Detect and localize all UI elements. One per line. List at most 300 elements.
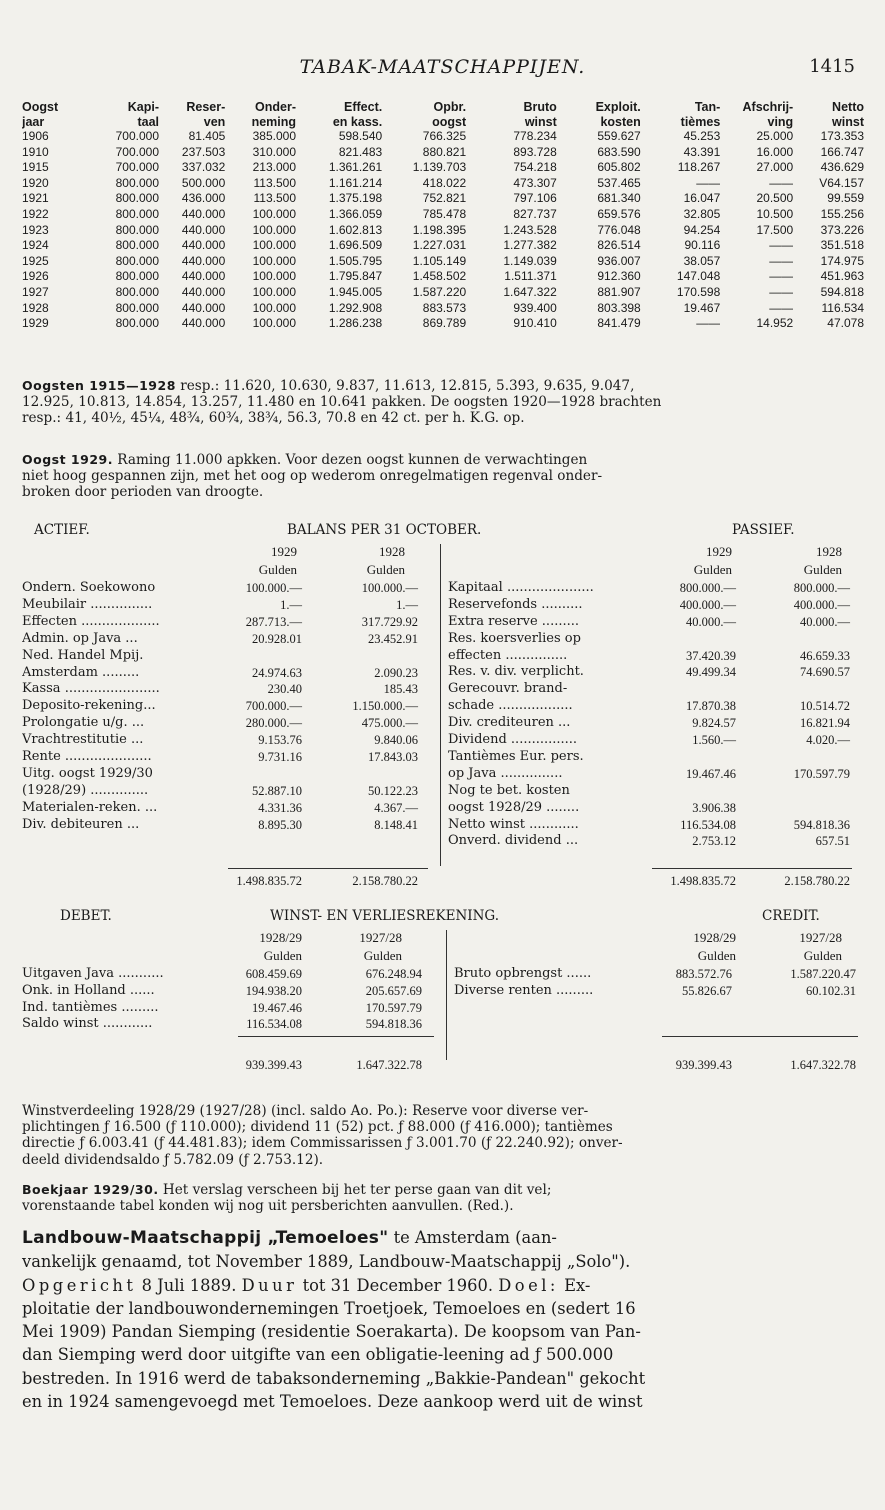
balance-passief-label: Nog te bet. kosten — [448, 782, 570, 798]
pl-credit-label: Diverse renten ......... — [454, 982, 594, 998]
balance-actief-value-previous: 17.843.03 — [368, 750, 418, 764]
balance-passief-row — [22, 800, 864, 816]
balance-actief-value-previous: 1.150.000.— — [352, 699, 418, 714]
opgericht-label: Opgericht — [22, 1275, 137, 1295]
col-header: Onder- — [255, 100, 297, 114]
temoeloes-text: vankelijk genaamd, tot November 1889, Landbouw-Maatschappij „Solo"). — [22, 1252, 631, 1272]
table-cell: 1.277.382 — [503, 238, 557, 253]
table-cell: 1.587.220 — [412, 284, 467, 299]
table-cell: 841.479 — [597, 316, 641, 331]
table-cell: 237.503 — [181, 144, 226, 159]
balance-passief-row — [22, 833, 864, 849]
table-row — [22, 160, 864, 176]
pl-debet-row — [22, 1016, 864, 1032]
table-cell: 537.465 — [597, 175, 641, 190]
table-cell: 1.945.005 — [328, 284, 383, 299]
balance-actief-value-current: 20.928.01 — [252, 631, 302, 646]
col-header: oogst — [432, 114, 467, 129]
table-cell: 100.000 — [252, 253, 297, 268]
table-cell: 440.000 — [181, 206, 226, 221]
pl-credit-row — [22, 983, 864, 999]
table-cell: 1.161.214 — [328, 175, 383, 190]
table-cell: 473.307 — [513, 175, 557, 190]
table-cell: 440.000 — [181, 269, 226, 284]
pl-credit-value-current: 883.572.76 — [675, 967, 732, 981]
balance-passief-label: Netto winst ............ — [448, 816, 579, 832]
col-header: Bruto — [523, 100, 557, 114]
table-row — [22, 301, 864, 317]
boekjaar-text: vorenstaande tabel konden wij nog uit persberichten aanvullen. (Red.). — [22, 1198, 514, 1215]
table-cell: 1925 — [22, 253, 49, 268]
balance-actief-value-previous: 8.148.41 — [374, 817, 418, 832]
table-cell: 99.559 — [827, 191, 864, 206]
page-number: 1415 — [809, 56, 855, 77]
table-cell: 605.802 — [597, 160, 641, 175]
balance-passief-row — [22, 698, 864, 714]
table-cell: —— — [769, 253, 794, 268]
balance-passief-row — [22, 681, 864, 697]
balance-actief-value-previous: 1.— — [396, 597, 418, 612]
balance-actief-value-previous: 185.43 — [383, 682, 418, 697]
balance-passief-value-previous: 170.597.79 — [793, 766, 850, 781]
table-cell: 893.728 — [513, 144, 557, 159]
pl-total-left-a: 939.399.43 — [245, 1058, 302, 1072]
pl-debet-value-previous: 170.597.79 — [365, 1000, 422, 1015]
table-cell: 436.000 — [181, 191, 226, 206]
table-cell: 880.821 — [422, 144, 467, 159]
balance-actief-label: Deposito-rekening... — [22, 698, 156, 714]
balance-currency-right: Gulden — [693, 562, 732, 577]
table-cell: 45.253 — [683, 129, 721, 143]
table-cell: 803.398 — [597, 300, 641, 315]
pl-debet-value-current: 608.459.69 — [245, 967, 302, 981]
balance-actief-label: Rente ..................... — [22, 749, 152, 764]
pl-credit-row — [22, 966, 864, 982]
pl-year-left: 1927/28 — [359, 930, 402, 945]
table-cell: 1.286.238 — [328, 316, 383, 331]
balance-actief-value-current: 9.153.76 — [258, 733, 302, 748]
col-header: Kapi- — [127, 100, 159, 114]
balance-passief-value-previous: 4.020.— — [806, 733, 850, 747]
table-cell: 754.218 — [513, 160, 557, 175]
balance-passief-label: schade .................. — [448, 698, 573, 714]
table-cell: —— — [696, 175, 721, 190]
table-cell: 19.467 — [683, 300, 721, 315]
oogsten-text: 12.925, 10.813, 14.854, 13.257, 11.480 en 10.641 pakken. De oogsten 1920—1928 brachten — [22, 394, 662, 411]
pl-credit-value-previous: 1.587.220.47 — [790, 967, 856, 981]
balance-actief-value-current: 9.731.16 — [258, 750, 302, 764]
table-row — [22, 238, 864, 254]
table-cell: 700.000 — [115, 144, 159, 159]
table-cell: 100.000 — [252, 206, 297, 221]
temoeloes-text: te Amsterdam (aan- — [388, 1228, 557, 1247]
pl-currency-right: Gulden — [697, 948, 736, 963]
balance-actief-label: Meubilair ............... — [22, 596, 153, 612]
table-cell: 94.254 — [683, 222, 721, 237]
table-cell: 594.818 — [820, 284, 864, 299]
table-cell: 821.483 — [338, 144, 383, 159]
winstverdeeling-paragraph — [22, 1103, 864, 1168]
temoeloes-text: 8 Juli 1889. — [136, 1275, 242, 1295]
table-cell: 883.573 — [422, 300, 467, 315]
table-cell: 1.292.908 — [328, 300, 383, 315]
balance-actief-label: Div. debiteuren ... — [22, 816, 140, 832]
balance-passief-row — [22, 648, 864, 664]
winstverdeeling-line: deeld dividendsaldo ƒ 5.782.09 (ƒ 2.753.12). — [22, 1151, 324, 1168]
pl-debet-value-current: 19.467.46 — [252, 1000, 302, 1015]
table-cell: 681.340 — [597, 191, 641, 206]
table-cell: 440.000 — [181, 284, 226, 299]
table-cell: 90.116 — [684, 238, 721, 253]
table-cell: 1920 — [22, 175, 49, 190]
col-header: Oogst — [22, 100, 59, 114]
balance-passief-value-current: 116.534.08 — [680, 817, 736, 832]
balance-actief-label: Uitg. oogst 1929/30 — [22, 765, 153, 781]
balance-actief-value-previous: 50.122.23 — [368, 783, 418, 798]
table-cell: 800.000 — [115, 284, 159, 299]
table-cell: 113.500 — [253, 191, 297, 206]
table-cell: 700.000 — [115, 160, 159, 175]
pl-total-rule-right — [662, 1036, 858, 1037]
table-cell: 351.518 — [820, 238, 864, 253]
balance-year-1928-right: 1928 — [816, 544, 842, 559]
overview-table-body — [22, 129, 864, 332]
table-cell: 1.458.502 — [412, 269, 467, 284]
balance-passief-value-current: 9.824.57 — [692, 716, 736, 731]
table-cell: 310.000 — [252, 144, 297, 159]
company-name: Landbouw-Maatschappij „Temoeloes" — [22, 1228, 389, 1248]
balance-passief-label: oogst 1928/29 ........ — [448, 799, 580, 815]
pl-total-left-b: 1.647.322.78 — [356, 1058, 422, 1072]
balance-actief-label: Effecten ................... — [22, 613, 160, 629]
balance-passief-value-previous: 40.000.— — [800, 614, 850, 629]
table-cell: 337.032 — [181, 160, 226, 175]
balance-passief-value-current: 2.753.12 — [692, 834, 736, 849]
oogsten-text: resp.: 41, 40½, 45¼, 48¾, 60¾, 38¾, 56.3, 70.8 en 42 ct. per h. K.G. op. — [22, 410, 525, 427]
balance-passief-value-previous: 657.51 — [815, 834, 850, 849]
balance-passief-value-current: 3.906.38 — [692, 800, 736, 815]
table-cell: 213.000 — [252, 160, 297, 175]
balance-passief-label: Div. crediteuren ... — [448, 715, 571, 731]
running-header-title: TABAK-MAATSCHAPPIJEN. — [299, 56, 586, 78]
balance-passief-label: Tantièmes Eur. pers. — [448, 748, 584, 764]
balance-actief-value-previous: 317.729.92 — [361, 614, 418, 629]
col-header: Tan- — [694, 100, 721, 114]
balance-passief-row — [22, 580, 864, 596]
balance-passief-row — [22, 715, 864, 731]
table-cell: —— — [769, 175, 794, 190]
col-header: kosten — [600, 114, 641, 129]
table-cell: 1.366.059 — [328, 206, 383, 221]
table-cell: 800.000 — [115, 206, 159, 221]
table-cell: 116.534 — [821, 300, 864, 315]
table-cell: 778.234 — [513, 129, 557, 143]
winstverdeeling-line: plichtingen ƒ 16.500 (ƒ 110.000); dividend 11 (52) pct. ƒ 88.000 (ƒ 416.000); tantièmes — [22, 1119, 613, 1136]
balance-actief-value-current: 52.887.10 — [252, 783, 302, 798]
balance-passief-value-current: 17.870.38 — [686, 699, 736, 714]
table-cell: 25.000 — [756, 129, 794, 143]
duur-label: Duur — [241, 1275, 298, 1295]
pl-debet-label: Saldo winst ............ — [22, 1016, 153, 1032]
pl-total-right-b: 1.647.322.78 — [790, 1058, 856, 1072]
table-cell: 936.007 — [597, 253, 641, 268]
table-cell: 147.048 — [676, 269, 721, 284]
temoeloes-entry — [22, 1226, 864, 1413]
table-cell: 797.106 — [513, 191, 557, 206]
balance-passief-label: Dividend ................ — [448, 732, 578, 747]
pl-credit-label: Bruto opbrengst ...... — [454, 966, 592, 981]
pl-credit-heading: CREDIT. — [762, 908, 820, 924]
table-cell: 1.505.795 — [328, 253, 383, 268]
table-cell: 170.598 — [676, 284, 721, 299]
pl-debet-heading: DEBET. — [60, 908, 112, 924]
table-cell: 1926 — [22, 269, 49, 284]
table-row — [22, 316, 864, 332]
table-row — [22, 254, 864, 270]
pl-debet-value-previous: 676.248.94 — [365, 967, 422, 981]
temoeloes-text: Mei 1909) Pandan Siemping (residentie Soerakarta). De koopsom van Pan- — [22, 1322, 641, 1342]
balance-actief-label: Materialen-reken. ... — [22, 799, 158, 815]
col-header: en kass. — [332, 114, 383, 129]
oogst-1929-text: Raming 11.000 apkken. Voor dezen oogst kunnen de verwachtingen — [112, 452, 588, 468]
table-cell: 700.000 — [115, 129, 159, 143]
table-cell: 451.963 — [820, 269, 864, 284]
balance-passief-value-previous: 594.818.36 — [793, 817, 850, 832]
col-header: jaar — [22, 114, 45, 129]
table-cell: —— — [769, 238, 794, 253]
boekjaar-paragraph — [22, 1182, 864, 1214]
table-cell: 1.602.813 — [328, 222, 383, 237]
table-cell: 785.478 — [422, 206, 467, 221]
pl-total-right-a: 939.399.43 — [675, 1058, 732, 1072]
table-cell: 38.057 — [683, 253, 721, 268]
balance-passief-value-previous: 46.659.33 — [800, 648, 850, 663]
balance-total-1928-left: 2.158.780.22 — [352, 874, 418, 888]
col-header: Effect. — [344, 100, 383, 114]
table-row — [22, 285, 864, 301]
temoeloes-text: tot 31 December 1960. — [297, 1275, 499, 1295]
balance-total-1928-right: 2.158.780.22 — [784, 874, 850, 888]
pl-debet-value-current: 116.534.08 — [246, 1017, 302, 1032]
table-cell: 1915 — [22, 160, 49, 175]
table-cell: 1.696.509 — [328, 238, 383, 253]
table-cell: 174.975 — [820, 253, 864, 268]
table-cell: 827.737 — [513, 206, 557, 221]
balance-actief-value-previous: 475.000.— — [361, 716, 418, 731]
table-cell: 1928 — [22, 300, 49, 315]
balance-passief-value-previous: 400.000.— — [793, 597, 850, 612]
table-cell: 440.000 — [181, 300, 226, 315]
balance-actief-value-current: 280.000.— — [245, 716, 302, 731]
pl-total-rule-left — [238, 1036, 434, 1037]
balance-actief-value-current: 100.000.— — [245, 581, 302, 595]
table-cell: 800.000 — [115, 300, 159, 315]
balance-passief-label: Res. koersverlies op — [448, 630, 581, 646]
pl-debet-value-current: 194.938.20 — [245, 983, 302, 998]
balance-passief-value-current: 49.499.34 — [686, 665, 736, 680]
balance-actief-value-current: 287.713.— — [245, 614, 302, 629]
pl-debet-label: Onk. in Holland ...... — [22, 982, 155, 998]
table-cell: 100.000 — [252, 238, 297, 253]
table-cell: —— — [769, 269, 794, 284]
balance-passief-label: Kapitaal ..................... — [448, 579, 594, 595]
table-cell: 47.078 — [827, 316, 864, 331]
balance-actief-label: Ondern. Soekowono — [22, 580, 156, 595]
balance-passief-label: Onverd. dividend ... — [448, 833, 579, 849]
balance-passief-label: Reservefonds .......... — [448, 596, 583, 612]
pl-year-right: 1928/29 — [693, 930, 736, 945]
table-cell: 1906 — [22, 129, 49, 143]
balance-passief-label: effecten ............... — [448, 647, 568, 663]
table-cell: 1.361.261 — [328, 160, 383, 175]
col-header: winst — [832, 114, 864, 129]
table-cell: —— — [696, 316, 721, 331]
overview-header-row-1 — [22, 100, 864, 115]
table-row — [22, 191, 864, 207]
balance-passief-row — [22, 732, 864, 748]
table-row — [22, 269, 864, 285]
balance-currency-left: Gulden — [258, 562, 297, 577]
pl-credit-value-current: 55.826.67 — [682, 983, 732, 998]
balance-passief-value-previous: 10.514.72 — [800, 699, 850, 714]
table-cell: 43.391 — [683, 144, 721, 159]
table-cell: 100.000 — [252, 269, 297, 284]
table-cell: 800.000 — [115, 238, 159, 253]
table-cell: 1.105.149 — [412, 253, 467, 268]
table-row — [22, 176, 864, 192]
balance-actief-label: Prolongatie u/g. ... — [22, 715, 145, 731]
table-cell: 100.000 — [252, 284, 297, 299]
pl-debet-value-previous: 594.818.36 — [365, 1017, 422, 1032]
balance-total-1929-right: 1.498.835.72 — [670, 874, 736, 888]
balance-passief-row — [22, 766, 864, 782]
table-cell: 683.590 — [597, 144, 641, 159]
balance-year-1929-left: 1929 — [271, 544, 297, 559]
balance-passief-label: op Java ............... — [448, 765, 563, 781]
winstverdeeling-line: directie ƒ 6.003.41 (ƒ 44.481.83); idem Commissarissen ƒ 3.001.70 (ƒ 22.240.92); onver- — [22, 1135, 623, 1152]
balance-currency-left: Gulden — [366, 562, 405, 577]
balance-passief-row — [22, 783, 864, 799]
balance-passief-label: Gerecouvr. brand- — [448, 681, 568, 697]
overview-header-row-2 — [22, 115, 864, 130]
table-cell: 800.000 — [115, 253, 159, 268]
balance-actief-label: Admin. op Java ... — [22, 630, 138, 646]
table-cell: 1927 — [22, 284, 49, 299]
table-cell: 881.907 — [597, 284, 641, 299]
table-cell: 81.405 — [188, 129, 226, 143]
oogst-1929-label: Oogst 1929. — [22, 452, 113, 467]
table-cell: 598.540 — [338, 129, 383, 143]
table-cell: 910.410 — [513, 316, 557, 331]
table-cell: 1.227.031 — [412, 238, 467, 253]
temoeloes-text: ploitatie der landbouwondernemingen Troetjoek, Temoeloes en (sedert 16 — [22, 1298, 636, 1318]
balance-passief-value-current: 19.467.46 — [686, 766, 736, 781]
temoeloes-text: Ex- — [558, 1275, 591, 1295]
oogst-1929-text: niet hoog gespannen zijn, met het oog op wederom onregelmatigen regenval onder- — [22, 468, 603, 485]
pl-debet-row — [22, 1000, 864, 1016]
table-cell: —— — [769, 284, 794, 299]
balance-sheet — [22, 522, 864, 892]
balance-currency-right: Gulden — [803, 562, 842, 577]
table-cell: 155.256 — [820, 206, 864, 221]
table-cell: 869.789 — [422, 316, 467, 331]
table-cell: 10.500 — [756, 206, 794, 221]
table-cell: 17.500 — [756, 222, 794, 237]
doel-label: Doel: — [498, 1275, 559, 1295]
balance-passief-row — [22, 749, 864, 765]
pl-title: WINST- EN VERLIESREKENING. — [270, 908, 500, 924]
balance-actief-value-previous: 9.840.06 — [374, 733, 418, 748]
balance-passief-row — [22, 597, 864, 613]
balance-total-rule-right — [652, 868, 852, 869]
balance-passief-value-previous: 16.821.94 — [800, 716, 850, 731]
col-header: Netto — [832, 100, 864, 114]
pl-debet-label: Uitgaven Java ........... — [22, 966, 164, 981]
balance-actief-value-current: 4.331.36 — [258, 800, 302, 815]
balance-year-1928-left: 1928 — [379, 544, 405, 559]
table-cell: 1929 — [22, 316, 49, 331]
table-row — [22, 145, 864, 161]
col-header: ving — [767, 114, 794, 129]
balance-passief-value-current: 40.000.— — [686, 614, 736, 629]
table-cell: 166.747 — [820, 144, 864, 159]
table-cell: 659.576 — [597, 206, 641, 221]
balance-actief-label: Ned. Handel Mpij. — [22, 647, 144, 663]
table-cell: —— — [769, 300, 794, 315]
table-cell: 16.000 — [756, 144, 794, 159]
balance-passief-row — [22, 817, 864, 833]
table-cell: 385.000 — [252, 129, 297, 143]
boekjaar-text: Het verslag verscheen bij het ter perse gaan van dit vel; — [158, 1182, 552, 1198]
table-cell: 14.952 — [756, 316, 794, 331]
table-row — [22, 223, 864, 239]
oogsten-paragraph — [22, 378, 864, 427]
balance-passief-heading: PASSIEF. — [732, 522, 795, 538]
table-cell: 440.000 — [181, 238, 226, 253]
balance-passief-value-current: 800.000.— — [679, 580, 736, 595]
balance-passief-value-current: 400.000.— — [679, 597, 736, 612]
table-cell: 800.000 — [115, 316, 159, 331]
pl-credit-value-previous: 60.102.31 — [806, 983, 856, 998]
table-cell: 100.000 — [252, 222, 297, 237]
table-cell: 559.627 — [597, 129, 641, 143]
balance-total-1929-left: 1.498.835.72 — [236, 874, 302, 888]
col-header: Afschrij- — [742, 100, 794, 114]
table-cell: 939.400 — [513, 300, 557, 315]
pl-debet-label: Ind. tantièmes ......... — [22, 999, 159, 1015]
table-cell: 1921 — [22, 191, 49, 206]
table-cell: 1.149.039 — [503, 253, 557, 268]
col-header: ven — [203, 114, 226, 129]
table-cell: 20.500 — [756, 191, 794, 206]
balance-year-1929-right: 1929 — [706, 544, 732, 559]
col-header: neming — [251, 114, 297, 129]
balance-passief-row — [22, 631, 864, 647]
table-cell: 373.226 — [820, 222, 864, 237]
temoeloes-text: bestreden. In 1916 werd de tabaksonderneming „Bakkie-Pandean" gekocht — [22, 1368, 646, 1388]
balance-actief-label: Amsterdam ......... — [22, 664, 140, 680]
table-cell: 1923 — [22, 222, 49, 237]
pl-currency-left: Gulden — [263, 948, 302, 963]
balance-passief-value-previous: 74.690.57 — [800, 665, 850, 680]
table-cell: 100.000 — [252, 316, 297, 331]
balance-actief-value-previous: 2.090.23 — [374, 665, 418, 680]
table-cell: 1.243.528 — [503, 222, 557, 237]
table-cell: 113.500 — [253, 175, 297, 190]
table-cell: 776.048 — [597, 222, 641, 237]
balance-actief-label: Vrachtrestitutie ... — [22, 732, 144, 748]
table-cell: 27.000 — [756, 160, 794, 175]
